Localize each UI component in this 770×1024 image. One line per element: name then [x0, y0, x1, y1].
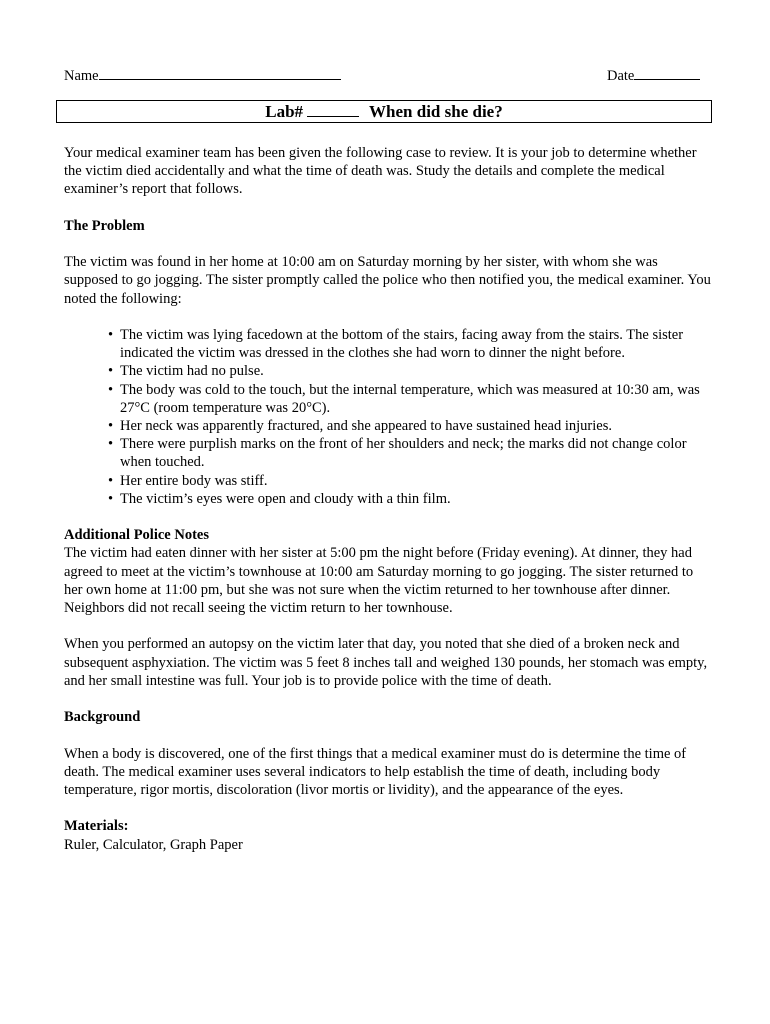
- page-title: When did she die?: [369, 102, 503, 121]
- materials-heading: Materials:: [64, 818, 129, 835]
- problem-heading: The Problem: [64, 217, 145, 234]
- lab-number-blank-line[interactable]: [307, 102, 359, 117]
- name-label: Name: [64, 68, 99, 84]
- police-notes-heading: Additional Police Notes: [64, 527, 209, 544]
- bullet-icon: •: [108, 363, 114, 380]
- list-item: [108, 472, 714, 490]
- police-notes-paragraph: The victim had eaten dinner with her sister at 5:00 pm the night before (Friday evening). At dinner, they had agreed to meet at the victim’s townhouse at 10:00 am Saturday morning to go jogging. The sister returned to her own home at 11:00 pm, but she was not sure when the victim returned to her townhouse after dinner. Neighbors did not recall seeing the victim return to her townhouse.: [64, 545, 694, 617]
- bullet-icon: •: [108, 381, 114, 398]
- title-box: [56, 100, 712, 123]
- intro-paragraph: Your medical examiner team has been given the following case to review. It is your job to determine whether the victim died accidentally and what the time of death was. Study the details and complete the medical examiner’s report that follows.: [64, 145, 697, 198]
- lab-number-label: Lab#: [265, 102, 304, 121]
- background-heading: Background: [64, 709, 141, 726]
- observation-list: [64, 326, 714, 508]
- name-field[interactable]: [64, 66, 341, 85]
- list-item: [108, 417, 714, 435]
- bullet-icon: •: [108, 418, 114, 434]
- observation-text: Her neck was apparently fractured, and she appeared to have sustained head injuries.: [120, 418, 612, 434]
- problem-paragraph: The victim was found in her home at 10:00 am on Saturday morning by her sister, with whom she was supposed to go jogging. The sister promptly called the police who then notified you, the medical examiner. You noted the following:: [64, 254, 711, 307]
- bullet-icon: •: [108, 490, 114, 507]
- observation-text: The victim’s eyes were open and cloudy with a thin film.: [120, 490, 451, 507]
- list-item: [108, 326, 714, 362]
- date-label: Date: [607, 68, 635, 84]
- materials-list: Ruler, Calculator, Graph Paper: [64, 836, 243, 853]
- bullet-icon: •: [108, 326, 114, 343]
- list-item: [108, 435, 714, 471]
- date-blank-line[interactable]: [634, 66, 700, 80]
- observation-text: The victim had no pulse.: [120, 363, 264, 380]
- name-blank-line[interactable]: [99, 66, 341, 80]
- observation-text: The body was cold to the touch, but the internal temperature, which was measured at 10:30 am, was 27°C (room temperature was 20°C).: [120, 381, 700, 416]
- bullet-icon: •: [108, 436, 114, 453]
- observation-text: The victim was lying facedown at the bottom of the stairs, facing away from the stairs. The sister indicated the victim was dressed in the clothes she had worn to dinner the night before.: [120, 326, 684, 362]
- observation-text: Her entire body was stiff.: [120, 472, 268, 489]
- worksheet-content: [64, 144, 714, 854]
- background-paragraph: When a body is discovered, one of the first things that a medical examiner must do is determine the time of death. The medical examiner uses several indicators to help establish the time of death, including body temperature, rigor mortis, discoloration (livor mortis or lividity), and the appearance of the eyes.: [64, 745, 687, 798]
- observation-text: There were purplish marks on the front of her shoulders and neck; the marks did not change color when touched.: [120, 436, 687, 471]
- bullet-icon: •: [108, 472, 114, 489]
- list-item: [108, 490, 714, 508]
- autopsy-paragraph: When you performed an autopsy on the victim later that day, you noted that she died of a broken neck and subsequent asphyxiation. The victim was 5 feet 8 inches tall and weighed 130 pounds, her stomach was empty, and her small intestine was full. Your job is to provide police with the time of death.: [64, 636, 708, 689]
- list-item: [108, 381, 714, 417]
- list-item: [108, 362, 714, 380]
- date-field[interactable]: [607, 66, 700, 85]
